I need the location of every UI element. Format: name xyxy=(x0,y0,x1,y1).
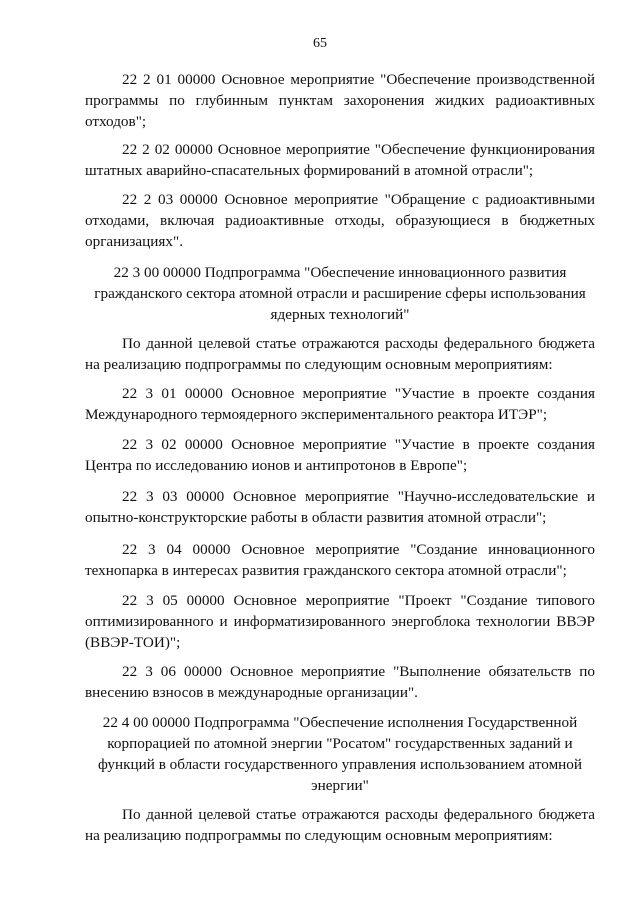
page-number: 65 xyxy=(313,36,327,51)
subprogram-heading-22-3: 22 3 00 00000 Подпрограмма "Обеспечение инновационного развития гражданского сектора атомной отрасли и расширение сферы использования ядерных технологий" xyxy=(94,264,586,323)
paragraph-22-2-01: 22 2 01 00000 Основное мероприятие "Обеспечение производственной программы по глубинным пунктам захоронения жидких радиоактивных отходов"; xyxy=(85,71,595,130)
paragraph-22-3-06: 22 3 06 00000 Основное мероприятие "Выполнение обязательств по внесению взносов в международные организации". xyxy=(85,663,595,701)
paragraph-22-2-03: 22 2 03 00000 Основное мероприятие "Обращение с радиоактивными отходами, включая радиоактивные отходы, образующиеся в бюджетных организациях". xyxy=(85,191,595,250)
paragraph-22-3-04: 22 3 04 00000 Основное мероприятие "Создание инновационного технопарка в интересах развития гражданского сектора атомной отрасли"; xyxy=(85,541,595,579)
subprogram-heading-22-4: 22 4 00 00000 Подпрограмма "Обеспечение исполнения Государственной корпорацией по атомной энергии "Росатом" государственных заданий и функций в области государственного управления использованием атомной энергии" xyxy=(97,714,583,794)
paragraph-22-3-05: 22 3 05 00000 Основное мероприятие "Проект "Создание типового оптимизированного и информатизированного энергоблока технологии ВВЭР (ВВЭР-ТОИ)"; xyxy=(85,592,595,651)
paragraph-22-3-01: 22 3 01 00000 Основное мероприятие "Участие в проекте создания Международного термоядерного экспериментального реактора ИТЭР"; xyxy=(85,385,595,423)
paragraph-22-3-02: 22 3 02 00000 Основное мероприятие "Участие в проекте создания Центра по исследованию ионов и антипротонов в Европе"; xyxy=(85,436,595,474)
paragraph-intro-22-4: По данной целевой статье отражаются расходы федерального бюджета на реализацию подпрограммы по следующим основным мероприятиям: xyxy=(85,806,595,844)
paragraph-intro-22-3: По данной целевой статье отражаются расходы федерального бюджета на реализацию подпрограммы по следующим основным мероприятиям: xyxy=(85,335,595,373)
paragraph-22-2-02: 22 2 02 00000 Основное мероприятие "Обеспечение функционирования штатных аварийно-спасательных формирований в атомной отрасли"; xyxy=(85,141,595,179)
paragraph-22-3-03: 22 3 03 00000 Основное мероприятие "Научно-исследовательские и опытно-конструкторские работы в области развития атомной отрасли"; xyxy=(85,488,595,526)
